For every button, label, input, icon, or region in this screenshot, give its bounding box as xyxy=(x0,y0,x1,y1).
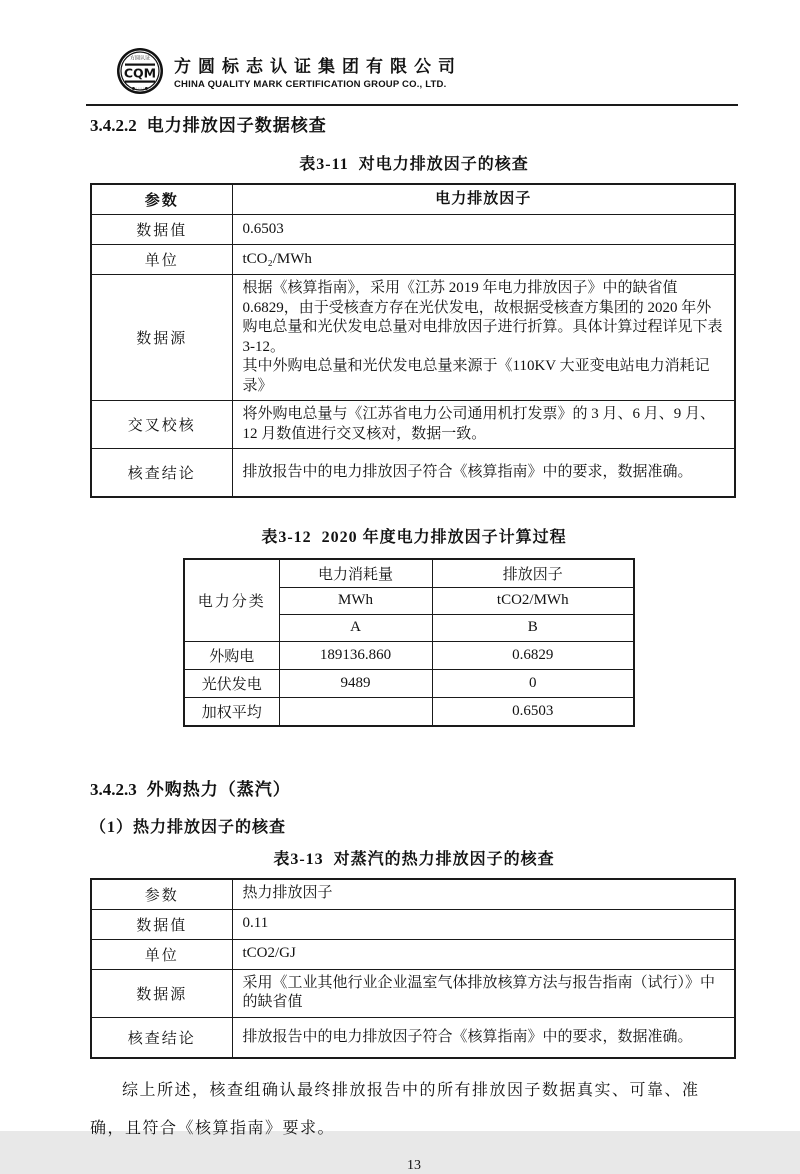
section-heading-3423 xyxy=(90,775,738,800)
category-purchased-electricity: 外购电 xyxy=(184,641,279,669)
table-row xyxy=(91,401,735,449)
page-number: 13 xyxy=(407,1158,421,1173)
table-3-13-title: 表3-13 对蒸汽的热力排放因子的核查 xyxy=(273,850,555,868)
table-row xyxy=(91,449,735,497)
subsection-heading: （1）热力排放因子的核查 xyxy=(90,818,287,836)
table-3-11-title: 表3-11 对电力排放因子的核查 xyxy=(299,156,529,173)
data-source-value xyxy=(232,275,735,401)
table-row xyxy=(91,969,735,1017)
factor-unit: tCO2/MWh xyxy=(432,587,634,614)
data-value-label: 数据值 xyxy=(91,215,232,245)
section-title: 电力排放因子数据核查 xyxy=(146,116,327,135)
consumption-unit: MWh xyxy=(279,587,432,614)
factor-header: 排放因子 xyxy=(432,559,634,588)
table-row xyxy=(91,184,735,215)
table-row xyxy=(91,215,735,245)
svg-text:●◦◦◦◦●: ●◦◦◦◦● xyxy=(131,85,149,91)
conclusion-value: 排放报告中的电力排放因子符合《核算指南》中的要求，数据准确。 xyxy=(232,449,735,497)
table-row xyxy=(91,879,735,910)
table-row xyxy=(91,909,735,939)
data-value: 0.6503 xyxy=(232,215,735,245)
consumption-code: A xyxy=(279,614,432,641)
data-source-label: 数据源 xyxy=(91,969,232,1017)
table-3-12-title: 表3-12 2020 年度电力排放因子计算过程 xyxy=(261,528,567,546)
table-row xyxy=(184,559,634,588)
company-name-english: CHINA QUALITY MARK CERTIFICATION GROUP CO., LTD. xyxy=(174,79,447,90)
section-heading-3422 xyxy=(90,111,738,136)
conclusion-label: 核查结论 xyxy=(91,1017,232,1058)
param-header-value: 电力排放因子 xyxy=(232,184,735,215)
cross-check-value: 将外购电总量与《江苏省电力公司通用机打发票》的 3 月、6 月、9 月、12 月数值进行交叉核对，数据一致。 xyxy=(232,401,735,449)
data-value: 0.11 xyxy=(232,909,735,939)
section-number: 3.4.2.3 xyxy=(90,779,137,799)
data-source-paragraph-2: 其中外购电总量和光伏发电总量来源于《110KV 大亚变电站电力消耗记录》 xyxy=(242,358,710,394)
consumption-header: 电力消耗量 xyxy=(279,559,432,588)
conclusion-value: 排放报告中的电力排放因子符合《核算指南》中的要求，数据准确。 xyxy=(232,1017,735,1058)
category-photovoltaic: 光伏发电 xyxy=(184,669,279,697)
param-label: 参数 xyxy=(91,879,232,910)
company-name-chinese: 方圆标志认证集团有限公司 xyxy=(174,57,462,76)
table-3-11 xyxy=(90,183,736,498)
data-source-paragraph-1: 根据《核算指南》，采用《江苏 2019 年电力排放因子》中的缺省值 0.6829，由于受核查方存在光伏发电，故根据受核查方集团的 2020 年外购电总量和光伏发电总量对电排放因子进行折算。具体计算过程详见下表 3-12。 xyxy=(242,280,723,355)
purchased-electricity-consumption: 189136.860 xyxy=(279,641,432,669)
table-row xyxy=(184,641,634,669)
photovoltaic-factor: 0 xyxy=(432,669,634,697)
table-row xyxy=(184,669,634,697)
svg-text:方圆认证: 方圆认证 xyxy=(129,55,151,62)
header-divider-line xyxy=(86,104,738,106)
table-row xyxy=(91,275,735,401)
table-3-13 xyxy=(90,878,736,1060)
document-header xyxy=(90,0,738,97)
cqm-logo-icon xyxy=(116,47,164,95)
unit-value: tCO₂/MWh xyxy=(232,245,735,275)
weighted-average-consumption xyxy=(279,697,432,726)
unit-value: tCO2/GJ xyxy=(232,939,735,969)
category-weighted-average: 加权平均 xyxy=(184,697,279,726)
table-row xyxy=(91,245,735,275)
section-title: 外购热力（蒸汽） xyxy=(146,779,291,799)
table-row xyxy=(91,939,735,969)
svg-text:CQM: CQM xyxy=(123,65,157,81)
category-header: 电力分类 xyxy=(184,559,279,642)
param-value: 热力排放因子 xyxy=(232,879,735,910)
factor-code: B xyxy=(432,614,634,641)
unit-label: 单位 xyxy=(91,939,232,969)
data-source-label: 数据源 xyxy=(91,275,232,401)
data-source-value: 采用《工业其他行业企业温室气体排放核算方法与报告指南（试行）》中的缺省值 xyxy=(232,969,735,1017)
company-names xyxy=(174,52,462,90)
param-header-label: 参数 xyxy=(91,184,232,215)
table-row xyxy=(184,697,634,726)
conclusion-label: 核查结论 xyxy=(91,449,232,497)
section-number: 3.4.2.2 xyxy=(90,116,137,135)
purchased-electricity-factor: 0.6829 xyxy=(432,641,634,669)
table-row xyxy=(91,1017,735,1058)
data-value-label: 数据值 xyxy=(91,909,232,939)
table-3-12 xyxy=(183,558,635,727)
weighted-average-factor: 0.6503 xyxy=(432,697,634,726)
conclusion-paragraph: 综上所述，核查组确认最终排放报告中的所有排放因子数据真实、可靠、准确，且符合《核算指南》要求。 xyxy=(90,1082,700,1137)
unit-label: 单位 xyxy=(91,245,232,275)
cross-check-label: 交叉校核 xyxy=(91,401,232,449)
photovoltaic-consumption: 9489 xyxy=(279,669,432,697)
